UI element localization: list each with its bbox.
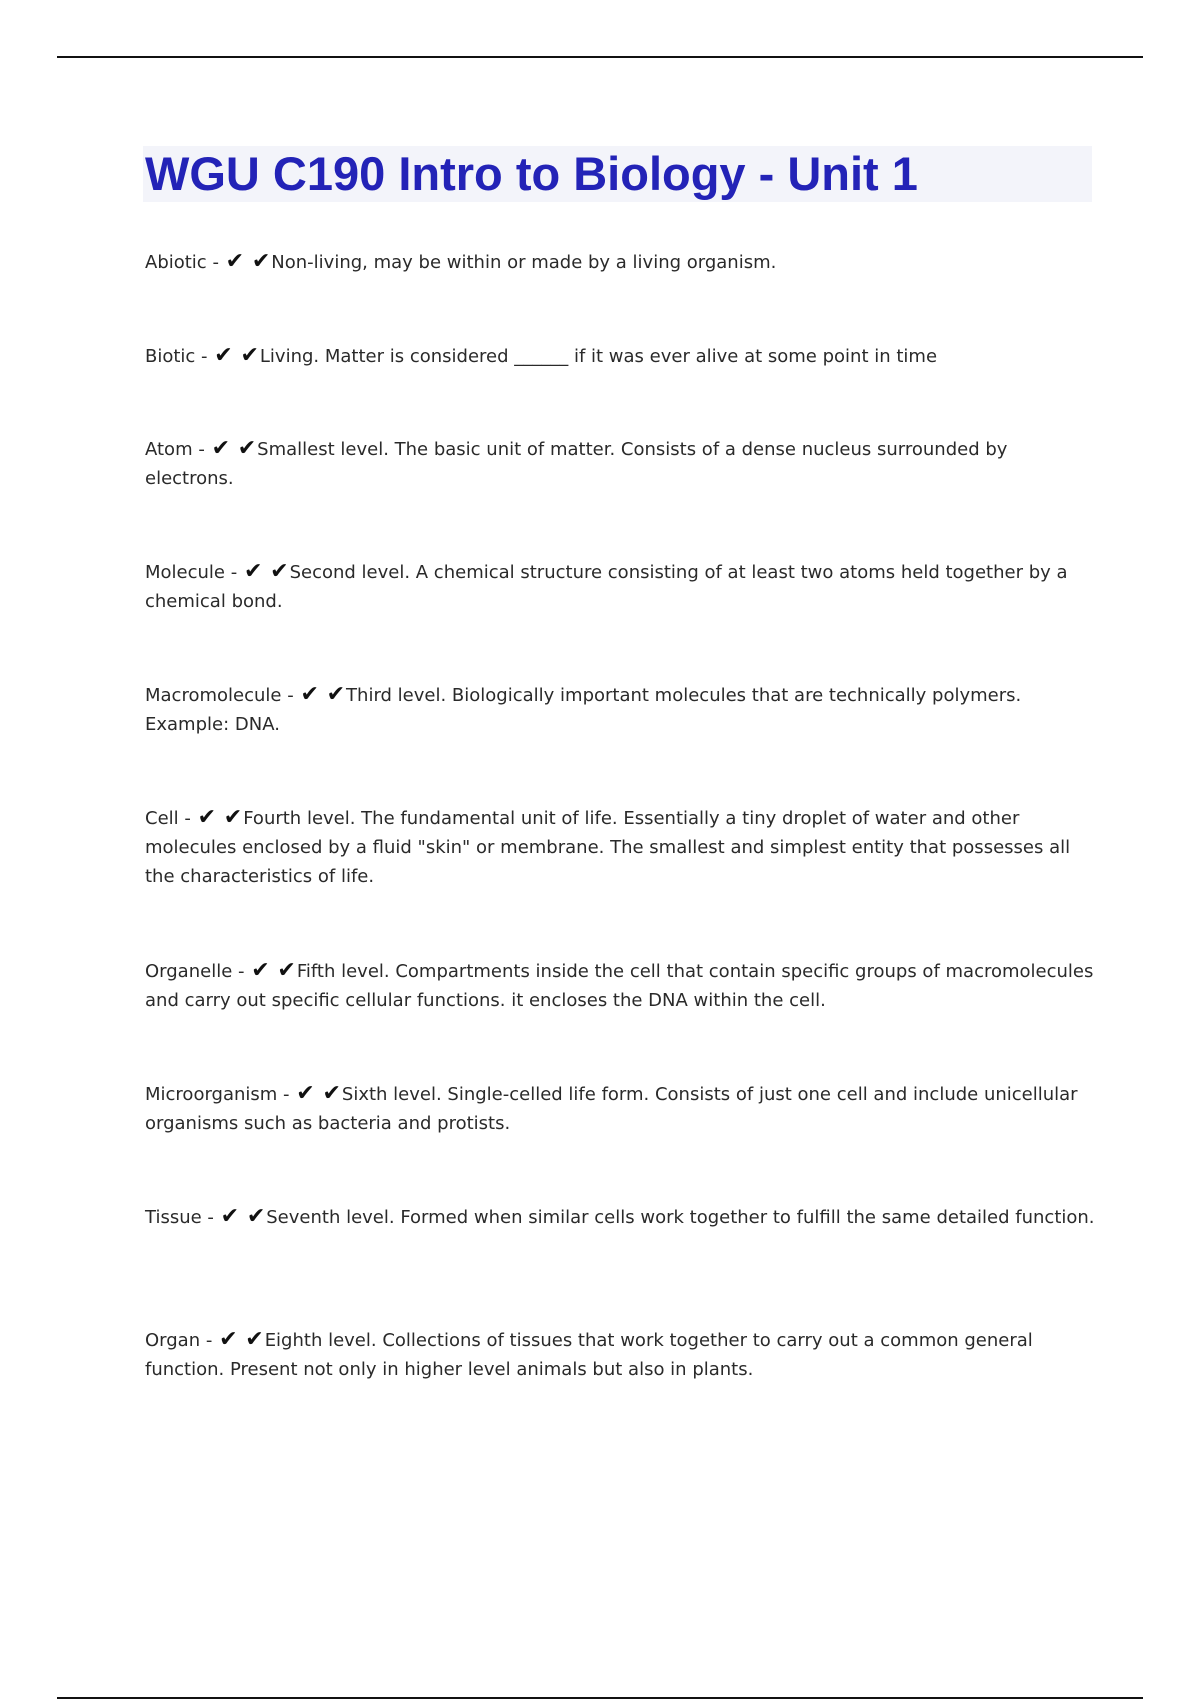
entry-organelle bbox=[145, 957, 1095, 1015]
entry-separator: - bbox=[201, 1207, 220, 1228]
bottom-rule bbox=[57, 1697, 1143, 1699]
entry-term: Molecule bbox=[145, 562, 225, 583]
check-mark-icon: ✔ bbox=[219, 1327, 238, 1352]
check-mark-icon: ✔ bbox=[197, 805, 217, 830]
entry-definition: Fifth level. Compartments inside the cell that contain specific groups of macromolecules and carry out specific cellular functions. it encloses the DNA within the cell. bbox=[145, 961, 1094, 1011]
check-mark-icon: ✔ bbox=[211, 436, 230, 461]
check-mark-icon: ✔ bbox=[270, 559, 289, 584]
entry-separator: - bbox=[277, 1084, 296, 1105]
check-mark-icon: ✔ bbox=[225, 249, 245, 274]
entry-tissue bbox=[145, 1203, 1095, 1232]
entry-separator: - bbox=[200, 1330, 219, 1351]
entry-definition: Living. Matter is considered ______ if it was ever alive at some point in time bbox=[259, 346, 938, 367]
check-mark-icon: ✔ bbox=[300, 682, 319, 707]
entry-biotic bbox=[145, 342, 1095, 371]
entry-definition: Third level. Biologically important molecules that are technically polymers. Example: DNA. bbox=[145, 685, 1022, 735]
entry-abiotic bbox=[145, 248, 1095, 277]
entry-separator: - bbox=[178, 808, 197, 829]
entry-definition: Second level. A chemical structure consisting of at least two atoms held together by a chemical bond. bbox=[145, 562, 1068, 612]
entry-separator: - bbox=[281, 685, 300, 706]
check-mark-icon: ✔ bbox=[246, 1204, 266, 1229]
check-mark-icon: ✔ bbox=[296, 1081, 315, 1106]
entry-separator: - bbox=[195, 346, 214, 367]
entry-separator: - bbox=[192, 439, 211, 460]
title-banner bbox=[143, 146, 1092, 202]
entry-cell bbox=[145, 804, 1095, 891]
entry-separator: - bbox=[206, 252, 225, 273]
check-mark-icon: ✔ bbox=[326, 682, 346, 707]
entry-separator: - bbox=[232, 961, 251, 982]
check-mark-icon: ✔ bbox=[251, 249, 271, 274]
entry-definition: Sixth level. Single-celled life form. Consists of just one cell and include unicellular organisms such as bacteria and protists. bbox=[145, 1084, 1078, 1134]
check-mark-icon: ✔ bbox=[220, 1204, 240, 1229]
entry-separator: - bbox=[225, 562, 243, 583]
entry-term: Macromolecule bbox=[145, 685, 282, 706]
entry-term: Tissue bbox=[145, 1207, 202, 1228]
entry-term: Biotic bbox=[145, 346, 196, 367]
check-mark-icon: ✔ bbox=[277, 958, 296, 983]
check-mark-icon: ✔ bbox=[322, 1081, 341, 1106]
entry-organ bbox=[145, 1326, 1095, 1384]
entry-term: Organ bbox=[145, 1330, 201, 1351]
entry-term: Abiotic bbox=[145, 252, 207, 273]
entry-molecule bbox=[145, 558, 1095, 616]
page-title: WGU C190 Intro to Biology - Unit 1 bbox=[145, 147, 918, 200]
check-mark-icon: ✔ bbox=[245, 1327, 264, 1352]
check-mark-icon: ✔ bbox=[251, 958, 270, 983]
check-mark-icon: ✔ bbox=[214, 343, 233, 368]
entry-term: Microorganism bbox=[145, 1084, 278, 1105]
check-mark-icon: ✔ bbox=[237, 436, 257, 461]
entry-definition: Non-living, may be within or made by a living organism. bbox=[271, 252, 777, 273]
top-rule bbox=[57, 56, 1143, 58]
entry-macromolecule bbox=[145, 681, 1095, 739]
entry-term: Organelle bbox=[145, 961, 233, 982]
check-mark-icon: ✔ bbox=[240, 343, 259, 368]
entry-definition: Fourth level. The fundamental unit of life. Essentially a tiny droplet of water and other molecules enclosed by a fluid "skin" or membrane. The smallest and simplest entity that possesses all the characteristics of life. bbox=[145, 808, 1071, 887]
entry-microorganism bbox=[145, 1080, 1095, 1138]
entry-definition: Eighth level. Collections of tissues that work together to carry out a common general function. Present not only in higher level animals but also in plants. bbox=[145, 1330, 1033, 1380]
check-mark-icon: ✔ bbox=[223, 805, 243, 830]
entry-atom bbox=[145, 435, 1095, 493]
entry-term: Cell bbox=[145, 808, 179, 829]
entry-term: Atom bbox=[145, 439, 193, 460]
entry-definition: Seventh level. Formed when similar cells work together to fulfill the same detailed function. bbox=[266, 1207, 1095, 1228]
check-mark-icon: ✔ bbox=[243, 559, 263, 584]
entry-definition: Smallest level. The basic unit of matter. Consists of a dense nucleus surrounded by electrons. bbox=[145, 439, 1008, 489]
